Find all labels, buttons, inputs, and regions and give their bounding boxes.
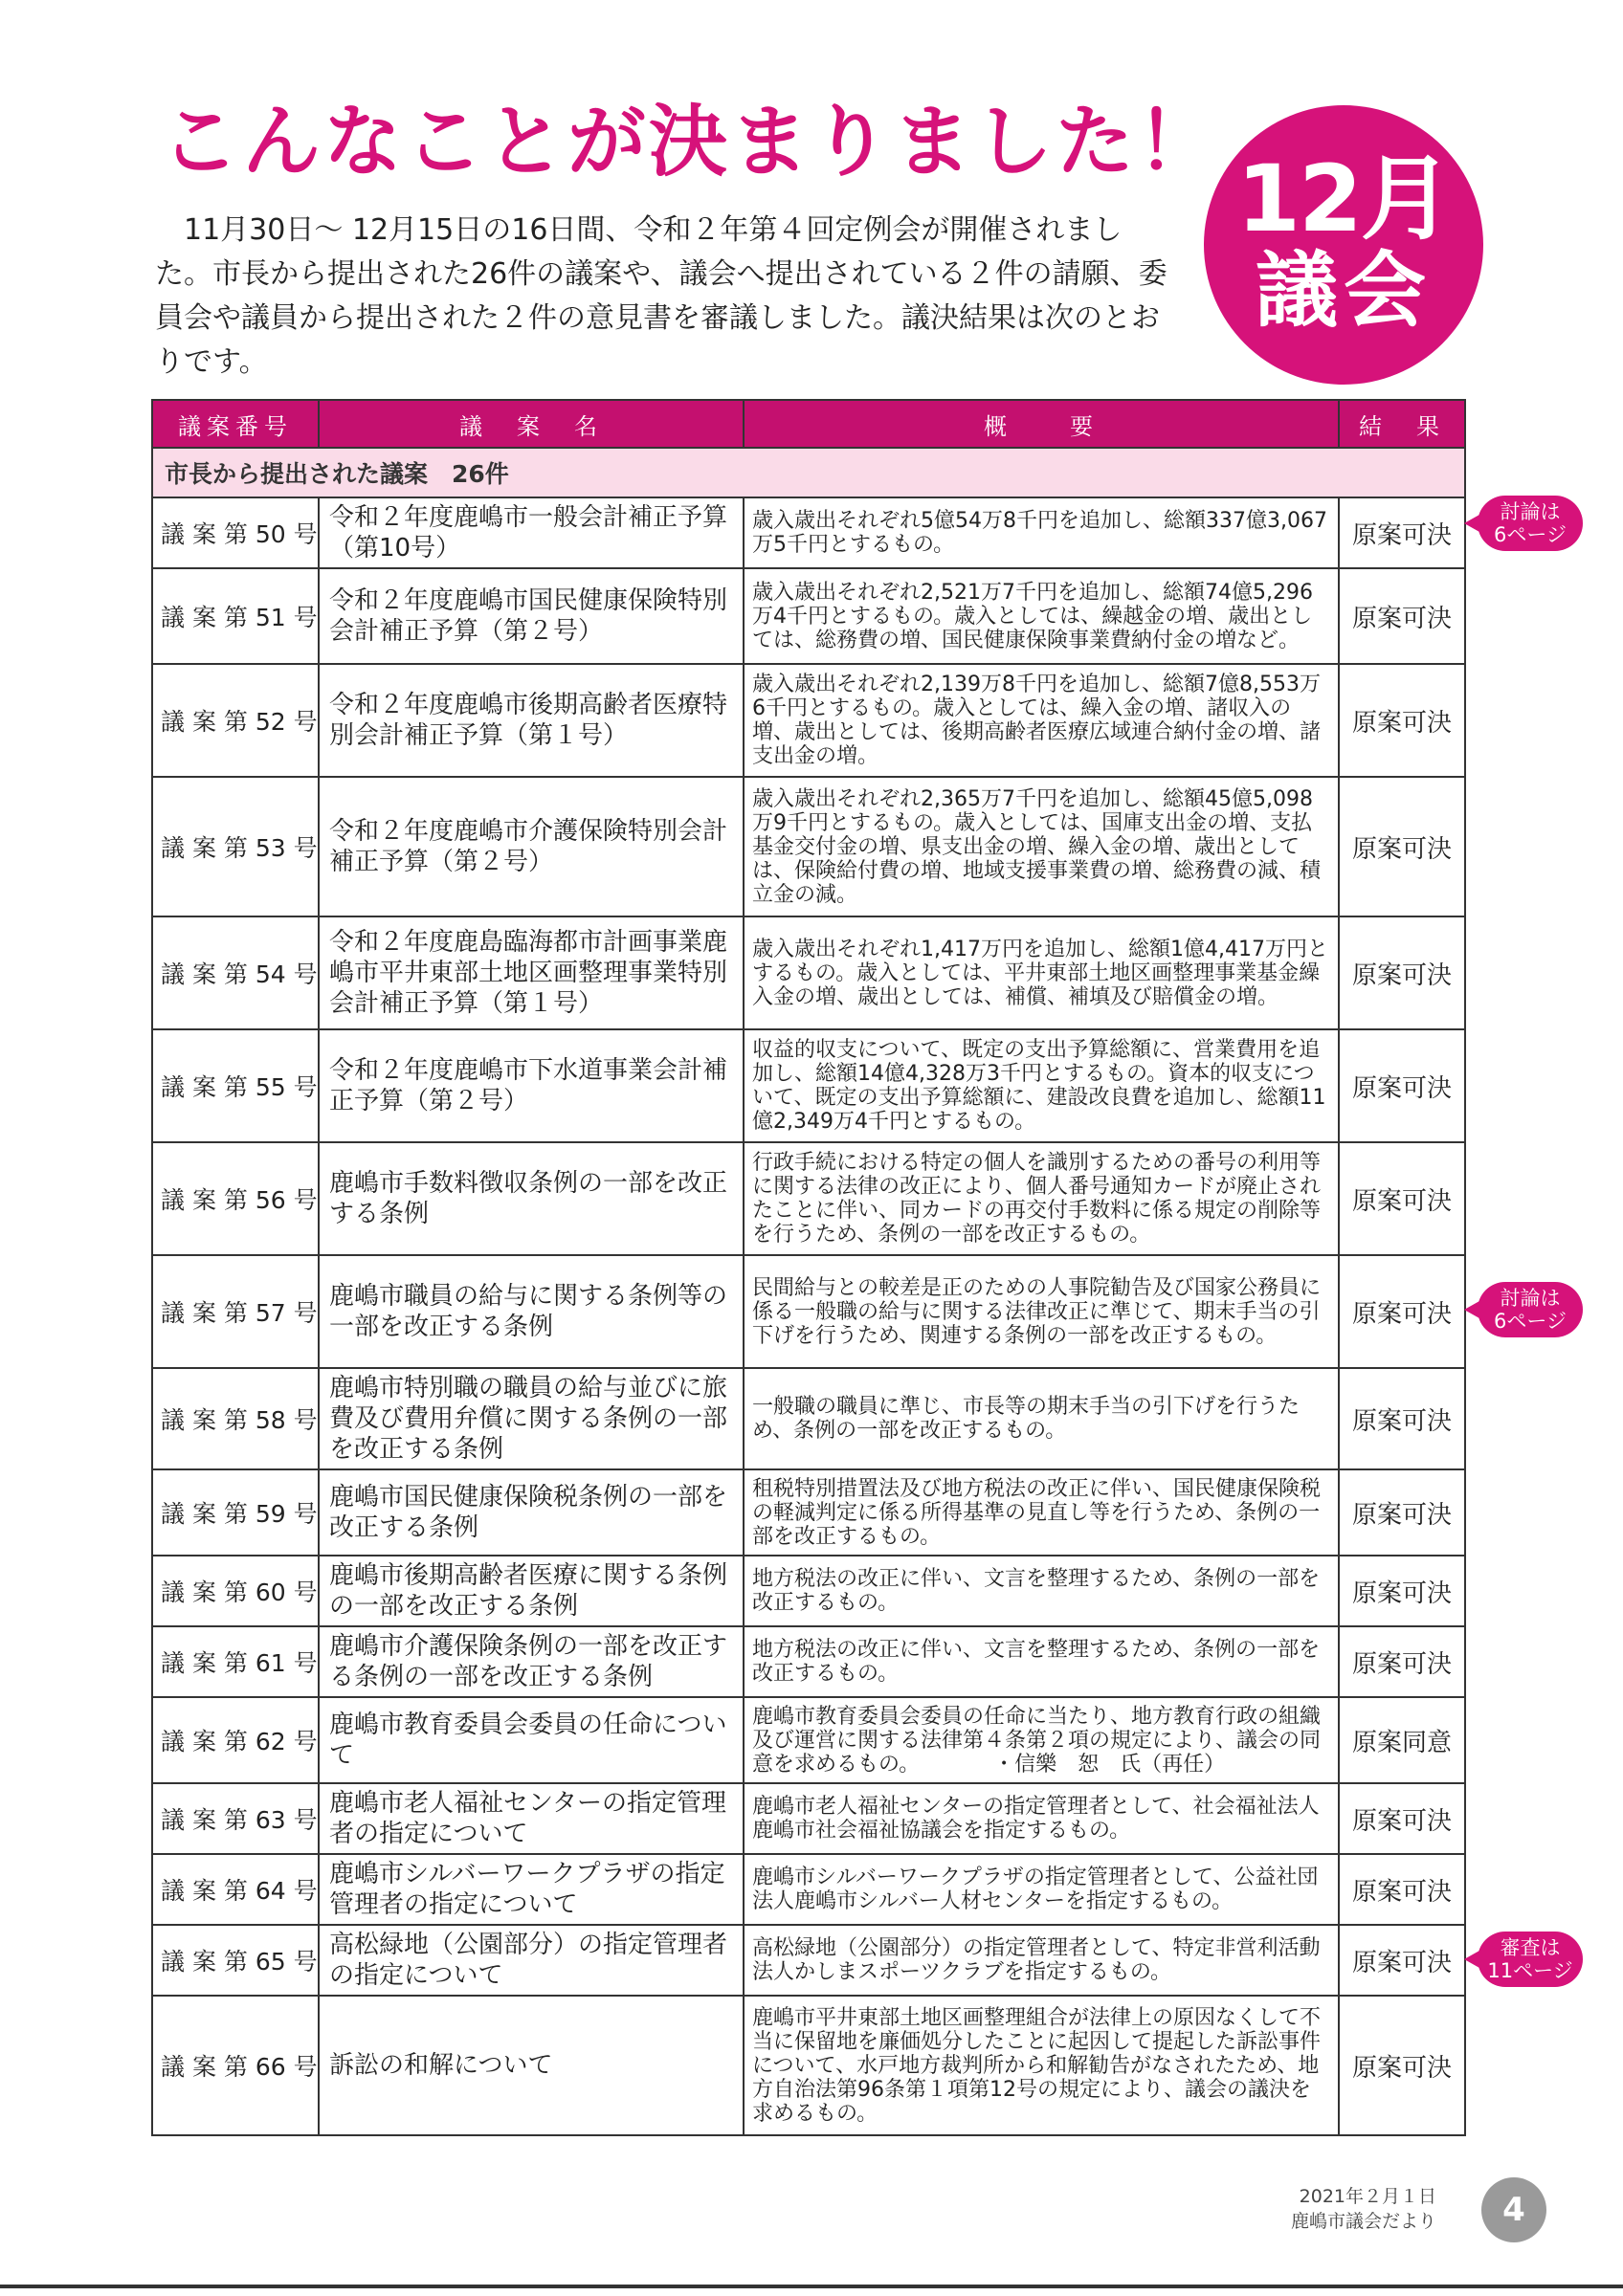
result-cell: 原案可決: [1339, 1142, 1465, 1255]
badge-month: 12月: [1236, 145, 1451, 253]
bill-number-cell: 議 案 第 56 号: [152, 1142, 319, 1255]
result-cell: 原案可決: [1339, 777, 1465, 916]
bill-number-cell: 議 案 第 51 号: [152, 568, 319, 664]
section-label: 市長から提出された議案 26件: [152, 448, 1465, 497]
table-row: [152, 1783, 1465, 1854]
overview-cell: 鹿嶋市平井東部土地区画整理組合が法律上の原因なくして不当に保留地を廉価処分したことに起因して提起した訴訟事件について、水戸地方裁判所から和解勧告がなされたため、地方自治法第96条第１項第12号の規定により、議会の議決を求めるもの。: [744, 1996, 1339, 2135]
side-tag-debate-1: [1478, 496, 1583, 551]
section-row: [152, 448, 1465, 497]
table-row: [152, 1255, 1465, 1368]
result-cell: 原案可決: [1339, 1469, 1465, 1556]
overview-cell: 歳入歳出それぞれ1,417万円を追加し、総額1億4,417万円とするもの。歳入としては、平井東部土地区画整理事業基金繰入金の増、歳出としては、補償、補填及び賠償金の増。: [744, 916, 1339, 1029]
intro-paragraph: 11月30日～ 12月15日の16日間、令和２年第４回定例会が開催されました。市長から提出された26件の議案や、議会へ提出されている２件の請願、委員会や議員から提出された２件の意見書を審議しました。議決結果は次のとおりです。: [155, 213, 1167, 379]
bill-name-cell: 令和２年度鹿嶋市介護保険特別会計補正予算（第２号）: [319, 777, 744, 916]
bill-name-cell: 令和２年度鹿嶋市一般会計補正予算（第10号）: [319, 497, 744, 568]
table-row: [152, 777, 1465, 916]
bill-name-cell: 鹿嶋市介護保険条例の一部を改正する条例の一部を改正する条例: [319, 1626, 744, 1697]
overview-cell: 歳入歳出それぞれ5億54万8千円を追加し、総額337億3,067万5千円とするもの。: [744, 497, 1339, 568]
table-row: [152, 1556, 1465, 1626]
table-row: [152, 1697, 1465, 1783]
overview-cell: 鹿嶋市教育委員会委員の任命に当たり、地方教育行政の組織及び運営に関する法律第４条第２項の規定により、議会の同意を求めるもの。 ・信樂 恕 氏（再任）: [744, 1697, 1339, 1783]
result-cell: 原案可決: [1339, 1029, 1465, 1142]
header-result: 結 果: [1339, 400, 1465, 448]
side-tag-label: 審査は: [1500, 1936, 1561, 1959]
result-cell: 原案可決: [1339, 1626, 1465, 1697]
result-cell: 原案可決: [1339, 568, 1465, 664]
header-bill-name: 議 案 名: [319, 400, 744, 448]
result-cell: 原案可決: [1339, 1996, 1465, 2135]
side-tag-review: [1478, 1932, 1583, 1987]
table-row: [152, 1368, 1465, 1469]
bill-number-cell: 議 案 第 65 号: [152, 1925, 319, 1996]
bill-number-cell: 議 案 第 63 号: [152, 1783, 319, 1854]
overview-cell: 一般職の職員に準じ、市長等の期末手当の引下げを行うため、条例の一部を改正するもの。: [744, 1368, 1339, 1469]
result-cell: 原案可決: [1339, 1368, 1465, 1469]
bill-number-cell: 議 案 第 55 号: [152, 1029, 319, 1142]
footer: [1291, 2184, 1436, 2234]
bill-name-cell: 鹿嶋市特別職の職員の給与並びに旅費及び費用弁償に関する条例の一部を改正する条例: [319, 1368, 744, 1469]
bill-number-cell: 議 案 第 59 号: [152, 1469, 319, 1556]
bill-name-cell: 訴訟の和解について: [319, 1996, 744, 2135]
bill-name-cell: 令和２年度鹿嶋市下水道事業会計補正予算（第２号）: [319, 1029, 744, 1142]
side-tag-debate-2: [1478, 1282, 1583, 1337]
overview-cell: 鹿嶋市シルバーワークプラザの指定管理者として、公益社団法人鹿嶋市シルバー人材センターを指定するもの。: [744, 1854, 1339, 1925]
overview-cell: 地方税法の改正に伴い、文言を整理するため、条例の一部を改正するもの。: [744, 1556, 1339, 1626]
bill-name-cell: 鹿嶋市職員の給与に関する条例等の一部を改正する条例: [319, 1255, 744, 1368]
bill-number-cell: 議 案 第 66 号: [152, 1996, 319, 2135]
header-bill-number: 議案番号: [152, 400, 319, 448]
table-row: [152, 664, 1465, 777]
intro-text: [155, 209, 1169, 385]
bill-name-cell: 令和２年度鹿嶋市後期高齢者医療特別会計補正予算（第１号）: [319, 664, 744, 777]
header-overview: 概 要: [744, 400, 1339, 448]
table-row: [152, 916, 1465, 1029]
result-cell: 原案可決: [1339, 1854, 1465, 1925]
table-row: [152, 1854, 1465, 1925]
table-row: [152, 1626, 1465, 1697]
overview-cell: 収益的収支について、既定の支出予算総額に、営業費用を追加し、総額14億4,328万3千円とするもの。資本的収支について、既定の支出予算総額に、建設改良費を追加し、総額11億2,349万4千円とするもの。: [744, 1029, 1339, 1142]
result-cell: 原案可決: [1339, 664, 1465, 777]
result-cell: 原案可決: [1339, 1925, 1465, 1996]
bills-table: [151, 399, 1466, 2136]
bill-name-cell: 鹿嶋市老人福祉センターの指定管理者の指定について: [319, 1783, 744, 1854]
result-cell: 原案同意: [1339, 1697, 1465, 1783]
bill-number-cell: 議 案 第 54 号: [152, 916, 319, 1029]
result-cell: 原案可決: [1339, 916, 1465, 1029]
bill-name-cell: 鹿嶋市国民健康保険税条例の一部を改正する条例: [319, 1469, 744, 1556]
overview-cell: 歳入歳出それぞれ2,139万8千円を追加し、総額7億8,553万6千円とするもの。歳入としては、繰入金の増、諸収入の増、歳出としては、後期高齢者医療広域連合納付金の増、諸支出金の増。: [744, 664, 1339, 777]
bill-number-cell: 議 案 第 58 号: [152, 1368, 319, 1469]
result-cell: 原案可決: [1339, 1255, 1465, 1368]
side-tag-page: 11ページ: [1487, 1959, 1573, 1982]
table-header-row: [152, 400, 1465, 448]
table-row: [152, 1996, 1465, 2135]
overview-cell: 行政手続における特定の個人を識別するための番号の利用等に関する法律の改正により、個人番号通知カードが廃止されたことに伴い、同カードの再交付手数料に係る規定の削除等を行うため、条例の一部を改正するもの。: [744, 1142, 1339, 1255]
bill-name-cell: 鹿嶋市手数料徴収条例の一部を改正する条例: [319, 1142, 744, 1255]
bill-number-cell: 議 案 第 62 号: [152, 1697, 319, 1783]
bill-number-cell: 議 案 第 60 号: [152, 1556, 319, 1626]
table-row: [152, 1029, 1465, 1142]
footer-date: 2021年２月１日: [1299, 2186, 1436, 2207]
overview-cell: 民間給与との較差是正のための人事院勧告及び国家公務員に係る一般職の給与に関する法律改正に準じて、期末手当の引下げを行うため、関連する条例の一部を改正するもの。: [744, 1255, 1339, 1368]
bill-name-cell: 鹿嶋市後期高齢者医療に関する条例の一部を改正する条例: [319, 1556, 744, 1626]
meeting-badge: [1204, 105, 1483, 385]
bill-name-cell: 令和２年度鹿嶋市国民健康保険特別会計補正予算（第２号）: [319, 568, 744, 664]
side-tag-page: 6ページ: [1494, 1310, 1567, 1333]
bill-name-cell: 鹿嶋市シルバーワークプラザの指定管理者の指定について: [319, 1854, 744, 1925]
side-tag-label: 討論は: [1500, 1287, 1561, 1310]
side-tag-label: 討論は: [1500, 500, 1561, 523]
table-row: [152, 1925, 1465, 1996]
bill-number-cell: 議 案 第 52 号: [152, 664, 319, 777]
overview-cell: 歳入歳出それぞれ2,365万7千円を追加し、総額45億5,098万9千円とするもの。歳入としては、国庫支出金の増、支払基金交付金の増、県支出金の増、繰入金の増、歳出としては、保険給付費の増、地域支援事業費の増、総務費の減、積立金の減。: [744, 777, 1339, 916]
overview-cell: 地方税法の改正に伴い、文言を整理するため、条例の一部を改正するもの。: [744, 1626, 1339, 1697]
badge-label: 議会: [1256, 243, 1432, 339]
overview-cell: 高松緑地（公園部分）の指定管理者として、特定非営利活動法人かしまスポーツクラブを指定するもの。: [744, 1925, 1339, 1996]
bill-number-cell: 議 案 第 50 号: [152, 497, 319, 568]
result-cell: 原案可決: [1339, 1556, 1465, 1626]
table-row: [152, 1469, 1465, 1556]
bill-number-cell: 議 案 第 64 号: [152, 1854, 319, 1925]
bill-name-cell: 高松緑地（公園部分）の指定管理者の指定について: [319, 1925, 744, 1996]
page-title: こんなことが決まりました！: [161, 97, 1219, 188]
bill-number-cell: 議 案 第 53 号: [152, 777, 319, 916]
bill-name-cell: 令和２年度鹿島臨海都市計画事業鹿嶋市平井東部土地区画整理事業特別会計補正予算（第１号）: [319, 916, 744, 1029]
bottom-divider: [0, 2285, 1623, 2288]
overview-cell: 鹿嶋市老人福祉センターの指定管理者として、社会福祉法人鹿嶋市社会福祉協議会を指定するもの。: [744, 1783, 1339, 1854]
bill-number-cell: 議 案 第 61 号: [152, 1626, 319, 1697]
table-row: [152, 568, 1465, 664]
bill-number-cell: 議 案 第 57 号: [152, 1255, 319, 1368]
table-row: [152, 1142, 1465, 1255]
result-cell: 原案可決: [1339, 497, 1465, 568]
page-number: 4: [1481, 2177, 1546, 2242]
overview-cell: 租税特別措置法及び地方税法の改正に伴い、国民健康保険税の軽減判定に係る所得基準の見直し等を行うため、条例の一部を改正するもの。: [744, 1469, 1339, 1556]
bill-name-cell: 鹿嶋市教育委員会委員の任命について: [319, 1697, 744, 1783]
table-row: [152, 497, 1465, 568]
result-cell: 原案可決: [1339, 1783, 1465, 1854]
footer-publication: 鹿嶋市議会だより: [1290, 2211, 1436, 2232]
overview-cell: 歳入歳出それぞれ2,521万7千円を追加し、総額74億5,296万4千円とするもの。歳入としては、繰越金の増、歳出としては、総務費の増、国民健康保険事業費納付金の増など。: [744, 568, 1339, 664]
side-tag-page: 6ページ: [1494, 523, 1567, 546]
